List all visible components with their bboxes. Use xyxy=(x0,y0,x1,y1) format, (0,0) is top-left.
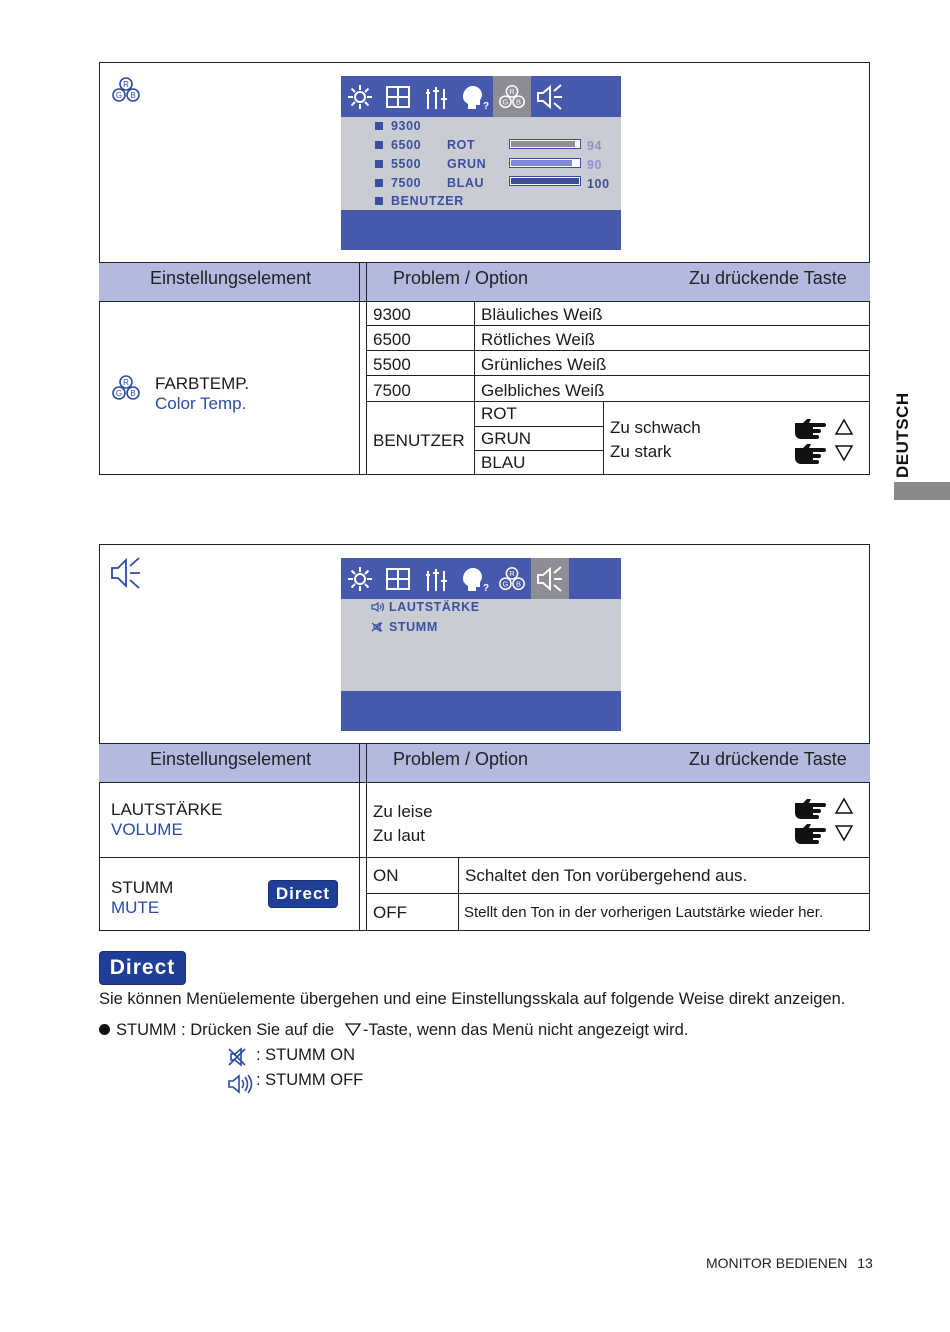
too-weak-text: Zu schwach xyxy=(610,418,701,437)
user-channel-blue: BLAU xyxy=(481,453,526,472)
option-user: BENUTZER xyxy=(373,431,465,450)
row-line xyxy=(366,893,870,894)
osd-item-label: STUMM xyxy=(389,620,438,634)
footer-text: MONITOR BEDIENEN xyxy=(706,1255,848,1271)
side-tab-marker xyxy=(894,482,950,500)
option-6500: 6500 xyxy=(373,330,411,349)
triangle-down-icon[interactable] xyxy=(834,824,854,842)
osd-channel-green-label: GRUN xyxy=(447,157,487,171)
mute-small-icon xyxy=(371,622,385,632)
page-number: 13 xyxy=(857,1255,873,1271)
row-line xyxy=(366,401,870,402)
row-line xyxy=(474,450,604,451)
row-line xyxy=(366,325,870,326)
mute-off-text: : STUMM OFF xyxy=(256,1071,364,1089)
item-colortemp-en: Color Temp. xyxy=(155,394,247,413)
image-adjust-icon[interactable] xyxy=(379,76,417,117)
osd-option-5500[interactable] xyxy=(375,157,421,171)
help-head-icon[interactable] xyxy=(455,76,493,117)
col-divider xyxy=(366,262,367,475)
svg-text:B: B xyxy=(516,579,522,588)
svg-text:R: R xyxy=(123,80,129,89)
row-line xyxy=(99,857,870,858)
item-mute-de: STUMM xyxy=(111,878,174,897)
direct-bullet xyxy=(99,1021,688,1040)
option-label: 9300 xyxy=(391,119,422,133)
osd-option-7500[interactable] xyxy=(375,176,421,190)
speaker-tab-icon[interactable] xyxy=(531,76,569,117)
row-line xyxy=(366,350,870,351)
direct-badge-small: Direct xyxy=(268,880,338,908)
brightness-icon[interactable] xyxy=(341,558,379,599)
rgb-icon xyxy=(110,374,142,402)
svg-text:B: B xyxy=(130,389,136,398)
svg-text:R: R xyxy=(123,378,129,387)
svg-text:?: ? xyxy=(483,100,489,111)
item-mute-en: MUTE xyxy=(111,898,160,917)
pointing-hand-icon xyxy=(793,417,827,439)
osd-option-9300[interactable] xyxy=(375,119,421,133)
desc-5500: Grünliches Weiß xyxy=(481,355,607,374)
row-line xyxy=(366,375,870,376)
tools-icon[interactable] xyxy=(417,558,455,599)
image-adjust-icon[interactable] xyxy=(379,558,417,599)
svg-text:?: ? xyxy=(483,582,489,593)
desc-9300: Bläuliches Weiß xyxy=(481,305,603,324)
osd-audio-panel xyxy=(341,558,621,731)
header-key: Zu drückende Taste xyxy=(689,749,847,769)
header-key: Zu drückende Taste xyxy=(689,268,847,288)
option-checkbox xyxy=(375,197,383,205)
too-loud-text: Zu laut xyxy=(373,826,425,845)
osd-option-6500[interactable] xyxy=(375,138,421,152)
pointing-hand-icon xyxy=(793,822,827,844)
desc-7500: Gelbliches Weiß xyxy=(481,381,605,400)
mute-on-text: : STUMM ON xyxy=(256,1046,355,1064)
user-channel-green: GRUN xyxy=(481,429,532,448)
osd-item-label: LAUTSTÄRKE xyxy=(389,600,480,614)
tools-icon[interactable] xyxy=(417,76,455,117)
brightness-icon[interactable] xyxy=(341,76,379,117)
option-5500: 5500 xyxy=(373,355,411,374)
svg-text:B: B xyxy=(130,91,136,100)
svg-text:G: G xyxy=(115,91,123,100)
triangle-down-icon xyxy=(344,1022,362,1036)
option-7500: 7500 xyxy=(373,381,411,400)
direct-badge-large: Direct xyxy=(99,951,186,985)
mute-on-icon xyxy=(227,1047,249,1067)
bullet-dot xyxy=(99,1024,110,1035)
rgb-icon xyxy=(110,76,142,104)
header-problem-option: Problem / Option xyxy=(393,268,529,288)
item-volume-en: VOLUME xyxy=(111,820,183,839)
pointing-hand-icon xyxy=(793,442,827,464)
rgb-tab-icon[interactable] xyxy=(493,558,531,599)
osd-item-mute[interactable] xyxy=(371,620,438,634)
speaker-icon xyxy=(110,556,142,590)
option-label: 5500 xyxy=(391,157,422,171)
osd-colortemp-panel xyxy=(341,76,621,250)
speaker-tab-icon[interactable] xyxy=(531,558,569,599)
mute-off-icon xyxy=(227,1073,253,1095)
blue-value: 100 xyxy=(587,177,610,191)
item-colortemp-de: FARBTEMP. xyxy=(155,374,250,393)
mute-off-label: OFF xyxy=(373,903,407,922)
osd-channel-red-label: ROT xyxy=(447,138,476,152)
osd-option-user[interactable] xyxy=(375,194,464,208)
option-checked-box xyxy=(375,141,383,149)
col-divider xyxy=(603,401,604,475)
option-checkbox xyxy=(375,160,383,168)
too-quiet-text: Zu leise xyxy=(373,802,433,821)
red-level-bar[interactable] xyxy=(509,139,581,149)
green-level-bar[interactable] xyxy=(509,158,581,168)
too-strong-text: Zu stark xyxy=(610,442,672,461)
svg-text:R: R xyxy=(509,86,515,96)
bullet-prefix: STUMM : Drücken Sie auf die xyxy=(116,1021,335,1039)
item-volume-de: LAUTSTÄRKE xyxy=(111,800,223,819)
option-checkbox xyxy=(375,122,383,130)
blue-level-bar[interactable] xyxy=(509,176,581,186)
svg-text:G: G xyxy=(502,579,509,588)
desc-6500: Rötliches Weiß xyxy=(481,330,595,349)
col-divider xyxy=(359,743,360,931)
green-value: 90 xyxy=(587,158,603,172)
svg-text:R: R xyxy=(509,568,515,578)
col-divider xyxy=(359,262,360,475)
option-label: 7500 xyxy=(391,176,422,190)
volume-small-icon xyxy=(371,602,385,612)
option-checkbox xyxy=(375,179,383,187)
svg-text:G: G xyxy=(502,97,509,106)
side-language-label: DEUTSCH xyxy=(893,392,912,478)
triangle-up-icon[interactable] xyxy=(834,418,854,436)
row-line xyxy=(474,426,604,427)
col-divider xyxy=(366,743,367,931)
user-channel-red: ROT xyxy=(481,404,517,423)
header-setting-element: Einstellungselement xyxy=(150,749,312,769)
triangle-up-icon[interactable] xyxy=(834,797,854,815)
osd-footer-bar xyxy=(341,691,621,731)
header-setting-element: Einstellungselement xyxy=(150,268,312,288)
pointing-hand-icon xyxy=(793,797,827,819)
option-9300: 9300 xyxy=(373,305,411,324)
triangle-down-icon[interactable] xyxy=(834,444,854,462)
direct-intro-text: Sie können Menüelemente übergehen und eine Einstellungsskala auf folgende Weise direkt anzeigen. xyxy=(99,990,846,1008)
page-footer xyxy=(706,1255,873,1271)
svg-text:G: G xyxy=(115,389,123,398)
option-label: 6500 xyxy=(391,138,422,152)
svg-text:B: B xyxy=(516,97,522,106)
red-value: 94 xyxy=(587,139,603,153)
osd-footer-bar xyxy=(341,210,621,250)
header-problem-option: Problem / Option xyxy=(393,749,529,769)
osd-item-volume[interactable] xyxy=(371,600,480,614)
osd-channel-blue-label: BLAU xyxy=(447,176,485,190)
mute-off-desc: Stellt den Ton in der vorherigen Lautstärke wieder her. xyxy=(464,904,824,921)
help-head-icon[interactable] xyxy=(455,558,493,599)
mute-on-label: ON xyxy=(373,866,399,885)
col-divider xyxy=(458,857,459,931)
option-label: BENUTZER xyxy=(391,194,464,208)
bullet-suffix: -Taste, wenn das Menü nicht angezeigt wird. xyxy=(362,1021,689,1039)
mute-on-desc: Schaltet den Ton vorübergehend aus. xyxy=(465,866,748,885)
rgb-tab-icon[interactable] xyxy=(493,76,531,117)
